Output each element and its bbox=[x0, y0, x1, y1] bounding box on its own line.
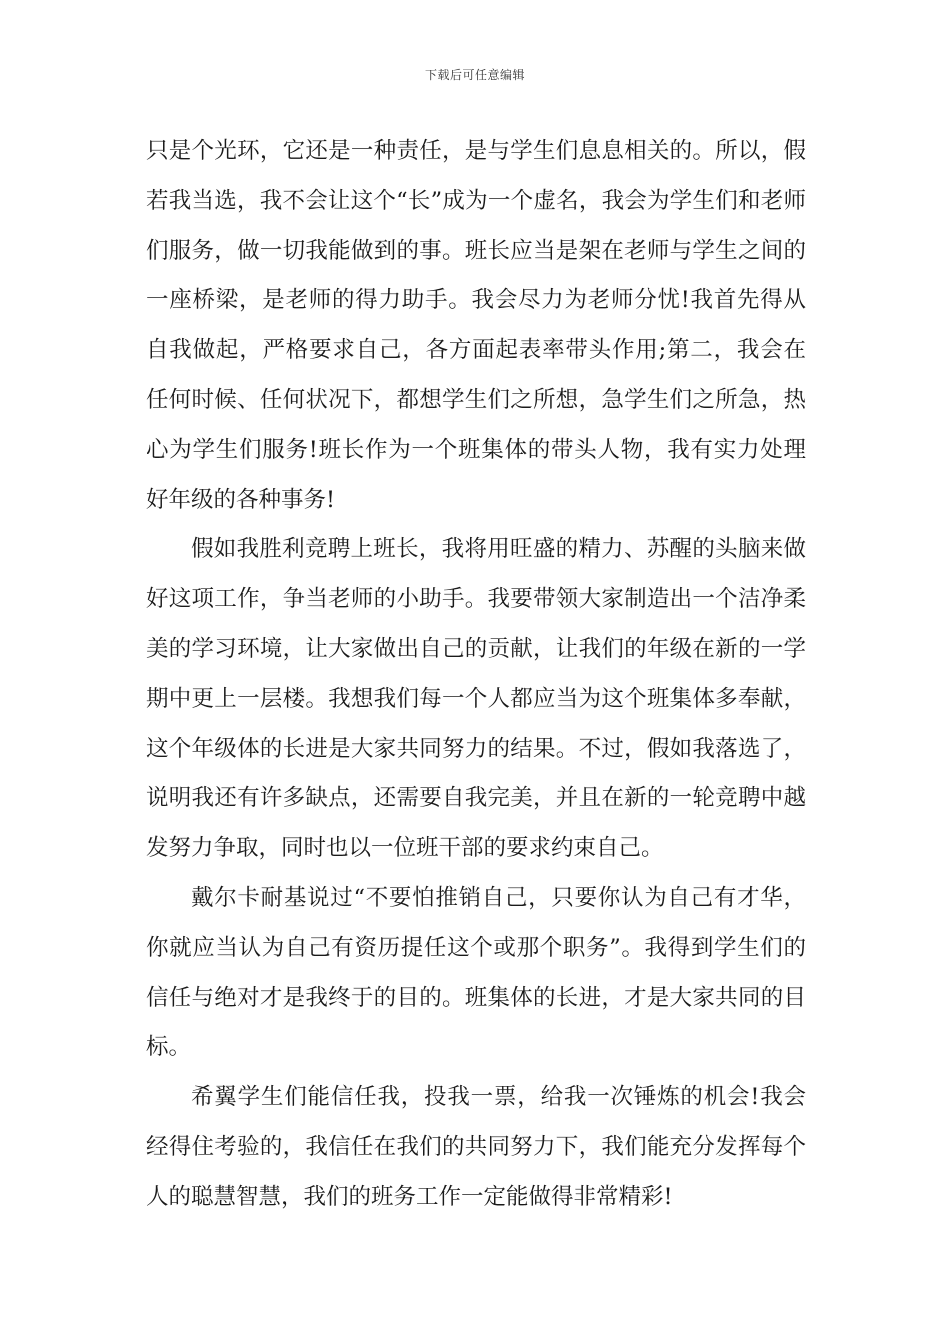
paragraph-2: 假如我胜利竞聘上班长，我将用旺盛的精力、苏醒的头脑来做好这项工作，争当老师的小助手。我要带领大家制造出一个洁净柔美的学习环境，让大家做出自己的贡献，让我们的年级在新的一学期中更上一层楼。我想我们每一个人都应当为这个班集体多奉献，这个年级体的长进是大家共同努力的结果。不过，假如我落选了，说明我还有许多缺点，还需要自我完美，并且在新的一轮竞聘中越发努力争取，同时也以一位班干部的要求约束自己。 bbox=[146, 536, 806, 862]
paragraph-1: 只是个光环，它还是一种责任，是与学生们息息相关的。所以，假若我当选，我不会让这个“长”成为一个虚名，我会为学生们和老师们服务，做一切我能做到的事。班长应当是架在老师与学生之间的一座桥梁，是老师的得力助手。我会尽力为老师分忧!我首先得从自我做起，严格要求自己，各方面起表率带头作用;第二，我会在任何时候、任何状况下，都想学生们之所想，急学生们之所急，热心为学生们服务!班长作为一个班集体的带头人物，我有实力处理好年级的各种事务! bbox=[146, 138, 806, 513]
page-header: 下载后可任意编辑 bbox=[424, 68, 525, 82]
document-body bbox=[146, 127, 806, 1223]
paragraph-4: 希翼学生们能信任我，投我一票，给我一次锤炼的机会!我会经得住考验的，我信任在我们的共同努力下，我们能充分发挥每个人的聪慧智慧，我们的班务工作一定能做得非常精彩! bbox=[146, 1084, 806, 1210]
paragraph-3: 戴尔卡耐基说过“不要怕推销自己，只要你认为自己有才华，你就应当认为自己有资历提任这个或那个职务”。我得到学生们的信任与绝对才是我终于的目的。班集体的长进，才是大家共同的目标。 bbox=[146, 884, 806, 1061]
